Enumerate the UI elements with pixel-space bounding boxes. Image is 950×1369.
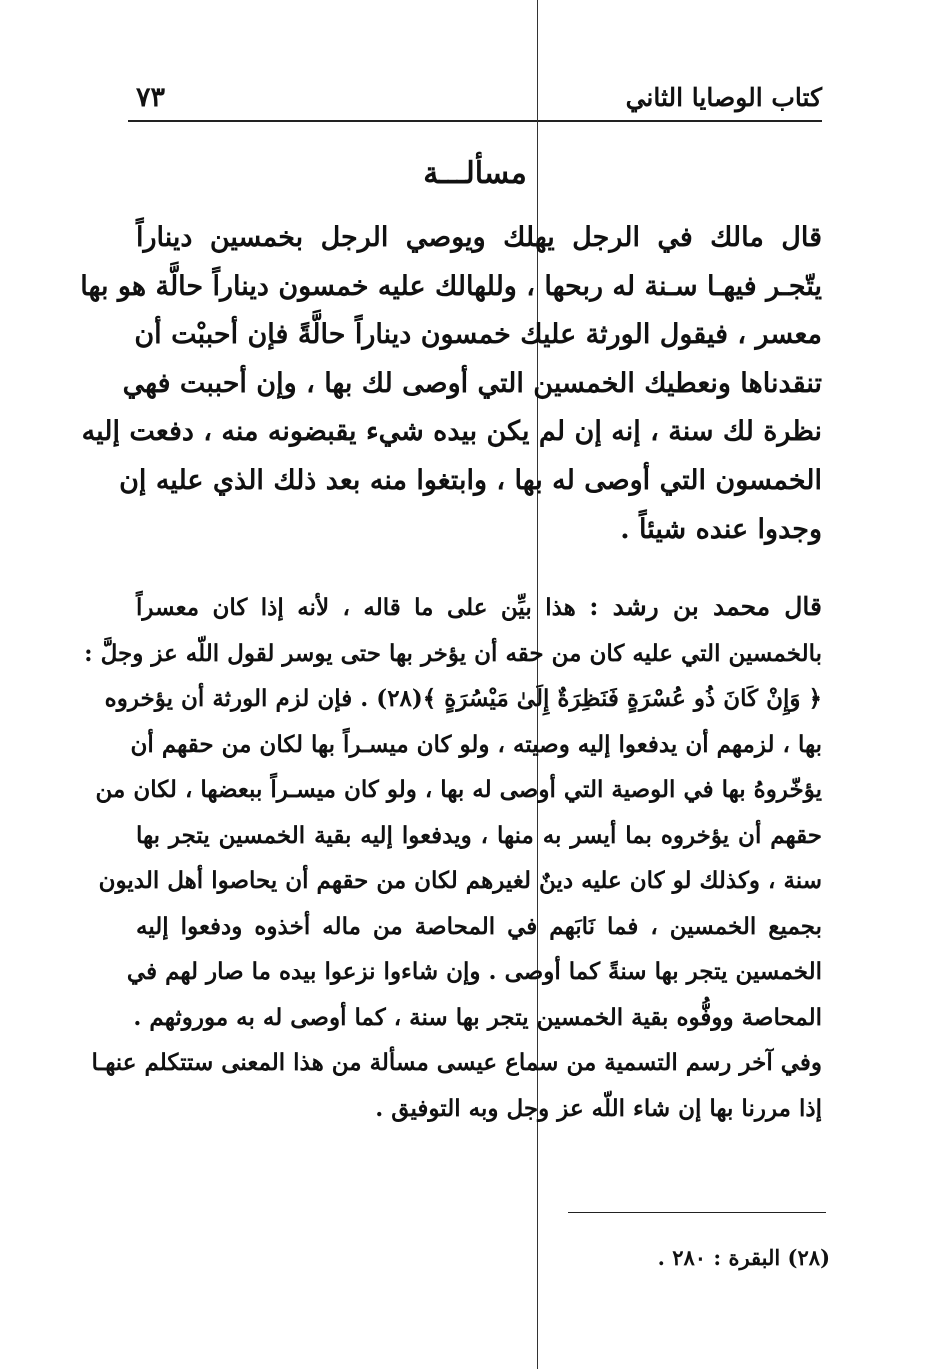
text-line: يؤخّروهُ بها في الوصية التي أوصى له بها ، ولو كان ميسـراً ببعضها ، لكان من — [95, 776, 822, 803]
text-line: يتّجـر فيهـا سـنة له ربحها ، وللهالك عليه خمسون ديناراً حالَّة هو بها — [80, 270, 822, 302]
paragraph-ibn-rushd — [84, 584, 822, 1131]
text-line: سنة ، وكذلك لو كان عليه دينٌ لغيرهم لكان من حقهم أن يحاصوا أهل الديون — [98, 867, 822, 894]
text-line: تنقدناها ونعطيك الخمسين التي أوصى لك بها ، وإن أحببت فهي — [122, 367, 822, 399]
quran-verse-line: ﴿ وَإِنْ كَانَ ذُو عُسْرَةٍ فَنَظِرَةٌ إِلَىٰ مَيْسُرَةٍ ﴾(٢٨) . فإن لزم الورثة أن يؤخروه — [104, 685, 822, 712]
text-line: معسر ، فيقول الورثة عليك خمسون ديناراً حالَّةً فإن أحببْت أن — [134, 319, 822, 351]
commentary-opening: هذا بيِّن على ما قاله ، لأنه إذا كان معسراً — [136, 594, 576, 621]
commentator-lead: قال محمد بن رشد : — [589, 592, 822, 621]
text-line: وجدوا عنده شيئاً . — [620, 513, 822, 545]
text-line: الخمسين يتجر بها سنةً كما أوصى . وإن شاءوا نزعوا بيده ما صار لهم في — [126, 958, 822, 985]
text-line: وفي آخر رسم التسمية من سماع عيسى مسألة من هذا المعنى ستتكلم عنهـا — [91, 1049, 822, 1076]
header-rule — [128, 120, 822, 122]
text-line: قال مالك في الرجل يهلك ويوصي الرجل بخمسين ديناراً — [136, 222, 822, 253]
text-line: المحاصة ووفُّوه بقية الخمسين يتجر بها سنة ، كما أوصى له به موروثهم . — [133, 1003, 822, 1031]
text-line: الخمسون التي أوصى له بها ، وابتغوا منه بعد ذلك الذي عليه إن — [119, 464, 822, 496]
page-number: ٧٣ — [136, 82, 166, 113]
text-line: بجميع الخمسين ، فما نَابَهم في المحاصة من ماله أخذوه ودفعوا إليه — [136, 912, 822, 940]
text-line: حقهم أن يؤخروه بما أيسر به منها ، ويدفعوا إليه بقية الخمسين يتجر بها — [136, 821, 822, 849]
footnote-rule — [568, 1212, 826, 1213]
section-heading: مسألـــة — [423, 156, 527, 191]
text-line-first — [136, 584, 822, 631]
footnote: (٢٨) البقرة : ٢٨٠ . — [657, 1245, 830, 1270]
text-line: بها ، لزمهم أن يدفعوا إليه وصيته ، ولو كان ميسـراً بها لكان من حقهم أن — [130, 730, 822, 758]
paragraph-malik — [80, 214, 822, 554]
page-header — [128, 80, 822, 116]
text-line: بالخمسين التي عليه كان من حقه أن يؤخر بها حتى يوسر لقول اللّه عز وجلَّ : — [84, 639, 822, 667]
running-title: كتاب الوصايا الثاني — [625, 83, 822, 112]
text-line: إذا مررنا بها إن شاء اللّه عز وجل وبه التوفيق . — [375, 1094, 822, 1122]
text-line: نظرة لك سنة ، إنه إن لم يكن بيده شيء يقبضونه منه ، دفعت إليه — [81, 416, 822, 448]
